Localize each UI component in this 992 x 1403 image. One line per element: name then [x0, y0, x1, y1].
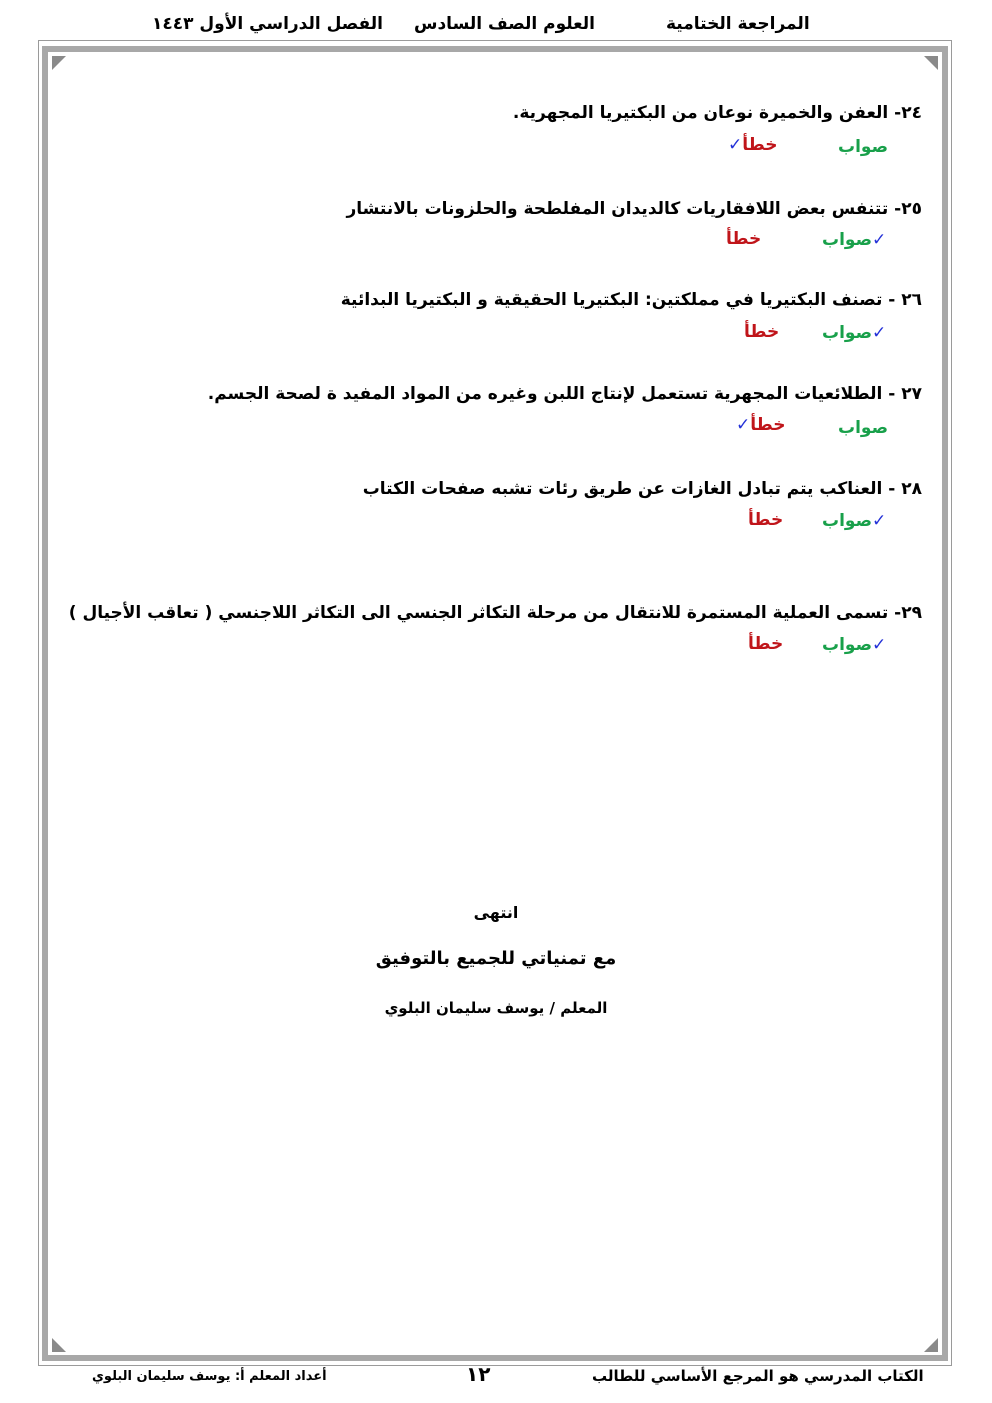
option-wrong-marked: خطأ✓ [736, 415, 786, 435]
corner-bottom-right [924, 1338, 938, 1352]
option-wrong: خطأ [744, 322, 780, 342]
border-left-bar [42, 46, 48, 1361]
option-correct-marked: ✓صواب [822, 635, 887, 655]
checkmark-icon: ✓ [736, 415, 751, 435]
option-correct-marked: ✓صواب [822, 230, 887, 250]
border-right-bar [942, 46, 948, 1361]
option-correct: صواب [838, 418, 888, 438]
header-review-title: المراجعة الختامية [666, 14, 810, 34]
border-bottom-bar [48, 1355, 942, 1361]
page-border [38, 40, 952, 1366]
page-number: ١٢ [466, 1362, 491, 1386]
header-term: الفصل الدراسي الأول ١٤٤٣ [152, 14, 384, 34]
option-wrong-marked: خطأ✓ [728, 135, 778, 155]
option-correct-marked: ✓صواب [822, 323, 887, 343]
question-28: ٢٨ - العناكب يتم تبادل الغازات عن طريق رئات تشبه صفحات الكتاب [362, 479, 922, 499]
corner-top-right [924, 56, 938, 70]
teacher-name: المعلم / يوسف سليمان البلوي [384, 999, 608, 1017]
option-correct: صواب [838, 137, 888, 157]
header-subject: العلوم الصف السادس [414, 14, 595, 34]
checkmark-icon: ✓ [872, 323, 887, 343]
footer-prepared-by: أعداد المعلم أ: يوسف سليمان البلوي [92, 1369, 327, 1384]
question-29: ٢٩- تسمى العملية المستمرة للانتقال من مرحلة التكاثر الجنسي الى التكاثر اللاجنسي ( تعاقب الأجيال ) [68, 603, 922, 623]
option-correct-marked: ✓صواب [822, 511, 887, 531]
end-label: انتهى [473, 903, 519, 922]
corner-bottom-left [52, 1338, 66, 1352]
question-24: ٢٤- العفن والخميرة نوعان من البكتيريا المجهرية. [512, 103, 922, 123]
checkmark-icon: ✓ [872, 511, 887, 531]
option-wrong: خطأ [748, 510, 784, 530]
checkmark-icon: ✓ [872, 230, 887, 250]
question-26: ٢٦ - تصنف البكتيريا في مملكتين: البكتيريا الحقيقية و البكتيريا البدائية [340, 290, 922, 310]
question-27: ٢٧ - الطلائعيات المجهرية تستعمل لإنتاج اللبن وغيره من المواد المفيد ة لصحة الجسم. [207, 384, 922, 404]
wishes-text: مع تمنياتي للجميع بالتوفيق [375, 948, 617, 969]
border-top-bar [48, 46, 942, 52]
option-wrong: خطأ [726, 229, 762, 249]
footer-motto: الكتاب المدرسي هو المرجع الأساسي للطالب [592, 1367, 924, 1385]
question-25: ٢٥- تتنفس بعض اللافقاريات كالديدان المفلطحة والحلزونات بالانتشار [346, 199, 922, 219]
option-wrong: خطأ [748, 634, 784, 654]
corner-top-left [52, 56, 66, 70]
checkmark-icon: ✓ [728, 135, 743, 155]
checkmark-icon: ✓ [872, 635, 887, 655]
